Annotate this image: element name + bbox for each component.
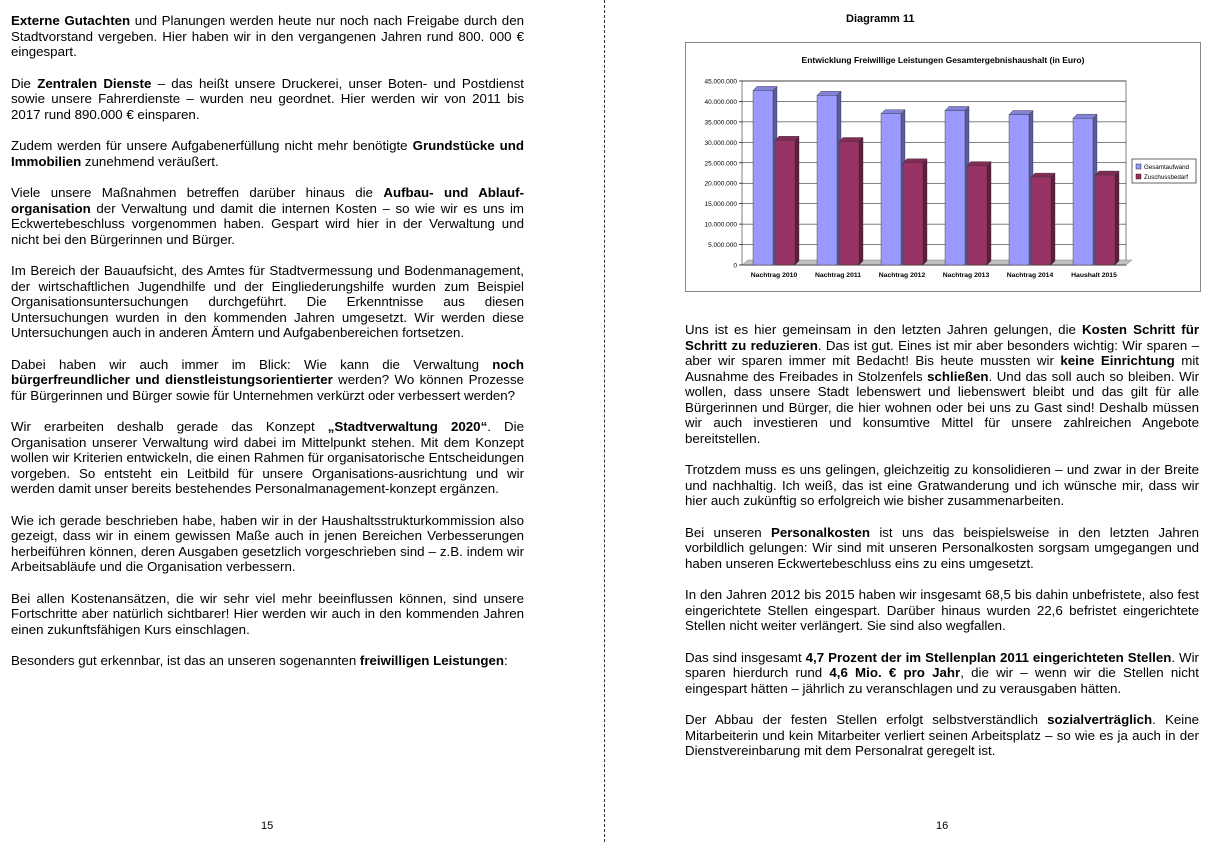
- x-tick-label: Nachtrag 2011: [814, 272, 862, 279]
- text-run: Bei unseren: [685, 524, 771, 540]
- bar-top: [1009, 111, 1033, 115]
- bold-text: schließen: [927, 368, 989, 384]
- text-run: Zudem werden für unsere Aufgabenerfüllung nicht mehr benötigte: [11, 138, 413, 153]
- bar-top: [903, 159, 927, 163]
- bar-gesamtaufwand: [881, 114, 901, 265]
- y-tick-label: 10.000.000: [704, 221, 737, 229]
- text-run: Im Bereich der Bauaufsicht, des Amtes für Stadtvermessung und Bodenmanagement, der wirtschaftlichen Jugendhilfe und der Eingliederungshilfe wurden zum Beispiel Organisationsuntersuchungen durchgeführt. Die Erkenntnisse aus diesen Untersuchungen wurden in den kommenden Jahren umgesetzt. Wir werden diese Untersuchungen auch in anderen Ämtern und Aufgabenbereichen fortsetzen.: [11, 263, 524, 340]
- paragraph: [11, 138, 524, 169]
- text-run: Wir erarbeiten deshalb gerade das Konzept: [11, 419, 328, 434]
- legend-swatch: [1136, 164, 1141, 169]
- bar-zuschussbedarf: [775, 140, 795, 265]
- y-tick-label: 45.000.000: [704, 78, 737, 86]
- y-tick-label: 25.000.000: [704, 160, 737, 168]
- bold-text: Grundstücke und Immobilien: [11, 138, 525, 169]
- text-run: . Und das soll auch so bleiben. Wir wollen, dass unsere Stadt lebenswert und liebenswert bleibt und das gilt für alle Bürgerinnen und Bürger, die hier wohnen oder bei uns zu Gast sind! Deshalb müssen wir auch investieren und konsumtive Mittel für unsere zahlreichen Angebote bereitstellen.: [685, 368, 1199, 446]
- legend-label: Gesamtaufwand: [1144, 164, 1190, 171]
- bar-side: [859, 138, 863, 265]
- legend-label: Zuschussbedarf: [1144, 174, 1189, 181]
- text-run: Uns ist es hier gemeinsam in den letzten Jahren gelungen, die: [685, 322, 1082, 337]
- text-run: und Planungen werden heute nur noch nach Freigabe durch den Stadtvorstand vergeben. Hier haben wir in den vergangenen Jahren rund 800. 000 € eingespart.: [11, 13, 524, 59]
- text-run: Der Abbau der festen Stellen erfolgt selbstverständlich: [685, 712, 1048, 727]
- x-tick-label: Nachtrag 2013: [942, 272, 990, 279]
- bar-top: [967, 162, 991, 166]
- page-number: 15: [261, 820, 274, 832]
- bar-chart: [686, 43, 1200, 291]
- paragraph: [11, 76, 524, 123]
- y-tick-label: 0: [733, 262, 737, 270]
- text-run: :: [504, 653, 508, 668]
- bold-text: Externe Gutachten: [11, 13, 131, 28]
- text-run: Das sind insgesamt: [685, 649, 806, 665]
- bar-top: [1095, 171, 1119, 175]
- bar-top: [775, 136, 799, 140]
- text-run: Die: [11, 75, 38, 91]
- bar-zuschussbedarf: [839, 142, 859, 265]
- bar-side: [1051, 173, 1055, 265]
- bold-text: 4,6 Mio. € pro Jahr: [829, 665, 961, 680]
- paragraph: [685, 322, 1199, 446]
- bar-gesamtaufwand: [817, 95, 837, 265]
- text-run: . Keine Mitarbeiterin und kein Mitarbeiter verliert seinen Arbeitsplatz – so wie es ja auch in der Dienstvereinbarung mit dem Personalrat geregelt ist.: [685, 712, 1199, 758]
- bold-text: noch bürgerfreundlicher und dienstleistungsorientierter: [11, 356, 524, 387]
- text-run: . Die Organisation unserer Verwaltung wird dabei im Mittelpunkt stehen. Mit dem Konzept wollen wir Kriterien entwickeln, die einen Rahmen für organisatorische Entscheidungen vorgeben. So entsteht ein Leitbild für unsere Organisations-ausrichtung und wir werden damit unser bereits bestehendes Personalmanagement-konzept ergänzen.: [11, 419, 524, 496]
- x-tick-label: Nachtrag 2010: [750, 272, 798, 279]
- bar-side: [1115, 171, 1119, 265]
- x-tick-label: Nachtrag 2012: [878, 272, 926, 279]
- text-run: zunehmend veräußert.: [81, 153, 219, 169]
- page-number: 16: [936, 820, 949, 832]
- bar-top: [1031, 173, 1055, 177]
- text-run: , die wir – wenn wir die Stellen nicht eingespart hätten – jährlich zu veranschlagen und zu verausgaben hätten.: [685, 665, 1199, 696]
- bold-text: 4,7 Prozent der im Stellenplan 2011 eingerichteten Stellen: [805, 649, 1172, 665]
- bar-side: [923, 159, 927, 265]
- text-run: Wie ich gerade beschrieben habe, haben wir in der Haushaltsstrukturkommission also gezeigt, dass wir in einem gewissen Maße auch in jenen Bereichen Verbesserungen herbeiführen können, deren Ausgaben gesetzlich vorgeschrieben sind – z.B. indem wir Arbeitsabläufe und die Organisation verbessern.: [11, 512, 524, 574]
- bold-text: Kosten Schritt für Schritt zu reduzieren: [685, 322, 1199, 353]
- bar-top: [753, 86, 777, 90]
- bar-gesamtaufwand: [1073, 118, 1093, 265]
- x-tick-label: Nachtrag 2014: [1006, 272, 1054, 279]
- y-tick-label: 40.000.000: [704, 98, 737, 106]
- bold-text: Zentralen Dienste: [37, 75, 152, 91]
- bar-gesamtaufwand: [753, 90, 773, 265]
- paragraph: [11, 185, 524, 247]
- chart-title: Entwicklung Freiwillige Leistungen Gesamtergebnishaushalt (in Euro): [801, 55, 1085, 65]
- text-run: Bei allen Kostenansätzen, die wir sehr viel mehr beeinflussen können, sind unsere Fortschritte aber natürlich sichtbarer! Hier werden wir auch in den kommenden Jahren einen zukunftsfähigen Kurs einschlagen.: [11, 590, 524, 637]
- diagram-label: Diagramm 11: [846, 13, 915, 25]
- y-tick-label: 5.000.000: [708, 242, 737, 250]
- text-run: In den Jahren 2012 bis 2015 haben wir insgesamt 68,5 bis dahin unbefristete, also fest eingerichtete Stellen eingespart. Darüber hinaus wurden 22,6 befristet eingerichtete Stellen nicht weiter verlängert. Sie sind also wegfallen.: [685, 587, 1199, 633]
- chart-frame: [685, 42, 1201, 292]
- bar-top: [817, 91, 841, 95]
- paragraph: [685, 587, 1199, 634]
- paragraph: [11, 263, 524, 341]
- bold-text: Personalkosten: [770, 524, 870, 540]
- paragraph: [11, 419, 524, 497]
- text-run: . Das ist gut. Eines ist mir aber besonders wichtig: Wir sparen – aber wir sparen immer mit Bedacht! Bis heute mussten wir: [685, 337, 1199, 368]
- bold-text: Aufbau- und Ablauf-organisation: [11, 185, 525, 216]
- text-run: mit Ausnahme des Freibades in Stolzenfels: [685, 353, 1199, 384]
- text-run: . Wir sparen hierdurch rund: [685, 649, 1199, 680]
- bar-side: [987, 162, 991, 265]
- paragraph: [11, 653, 524, 669]
- x-tick-label: Haushalt 2015: [1071, 272, 1117, 279]
- paragraph: [685, 462, 1199, 509]
- bold-text: keine Einrichtung: [1060, 353, 1175, 368]
- paragraph: [11, 591, 524, 638]
- page-divider: [604, 0, 605, 842]
- left-text-column: [11, 13, 524, 685]
- right-text-column: [685, 322, 1199, 775]
- bar-gesamtaufwand: [945, 110, 965, 265]
- bar-zuschussbedarf: [1031, 177, 1051, 265]
- bar-gesamtaufwand: [1009, 115, 1029, 265]
- bar-top: [945, 106, 969, 110]
- bar-side: [795, 136, 799, 265]
- y-tick-label: 35.000.000: [704, 119, 737, 127]
- y-tick-label: 30.000.000: [704, 139, 737, 147]
- text-run: werden? Wo können Prozesse für Bürgerinnen und Bürger sowie für Unternehmen verkürzt oder verbessert werden?: [11, 372, 524, 403]
- y-tick-label: 15.000.000: [704, 201, 737, 209]
- text-run: – das heißt unsere Druckerei, unser Boten- und Postdienst sowie unsere Fahrerdienste – wurden neu geordnet. Hier werden wir von 2011 bis 2017 rund 890.000 € einsparen.: [11, 75, 524, 122]
- bar-top: [1073, 114, 1097, 118]
- paragraph: [685, 712, 1199, 759]
- y-tick-label: 20.000.000: [704, 180, 737, 188]
- paragraph: [685, 525, 1199, 572]
- bold-text: sozialverträglich: [1047, 712, 1153, 727]
- text-run: ist uns das beispielsweise in den letzten Jahren vorbildlich gelungen: Wir sind mit unseren Personalkosten sorgsam umgegangen und haben unseren Eckwertebeschluss eins zu eins umgesetzt.: [685, 524, 1199, 571]
- bar-zuschussbedarf: [903, 163, 923, 265]
- bar-zuschussbedarf: [1095, 175, 1115, 265]
- text-run: Viele unsere Maßnahmen betreffen darüber hinaus die: [11, 185, 384, 200]
- plot-area: [742, 81, 1126, 265]
- text-run: Trotzdem muss es uns gelingen, gleichzeitig zu konsolidieren – und zwar in der Breite und nachhaltig. Ich weiß, das ist eine Gratwanderung und ich wünsche mir, dass wir hier auch zukünftig so erfolgreich wie bisher zusammenarbeiten.: [685, 462, 1199, 508]
- bar-top: [839, 138, 863, 142]
- text-run: Besonders gut erkennbar, ist das an unseren sogenannten: [11, 653, 360, 668]
- paragraph: [11, 357, 524, 404]
- text-run: der Verwaltung und damit die internen Kosten – so wie wir es uns im Eckwertebeschluss vorgenommen haben. Gespart wird hier in der Verwaltung und nicht bei den Bürgerinnen und Bürger.: [11, 200, 524, 247]
- paragraph: [11, 513, 524, 575]
- bar-zuschussbedarf: [967, 166, 987, 265]
- bold-text: „Stadtverwaltung 2020“: [327, 419, 488, 434]
- legend-swatch: [1136, 174, 1141, 179]
- paragraph: [685, 650, 1199, 697]
- paragraph: [11, 13, 524, 60]
- bar-top: [881, 110, 905, 114]
- bold-text: freiwilligen Leistungen: [359, 653, 504, 668]
- text-run: Dabei haben wir auch immer im Blick: Wie kann die Verwaltung: [11, 356, 493, 372]
